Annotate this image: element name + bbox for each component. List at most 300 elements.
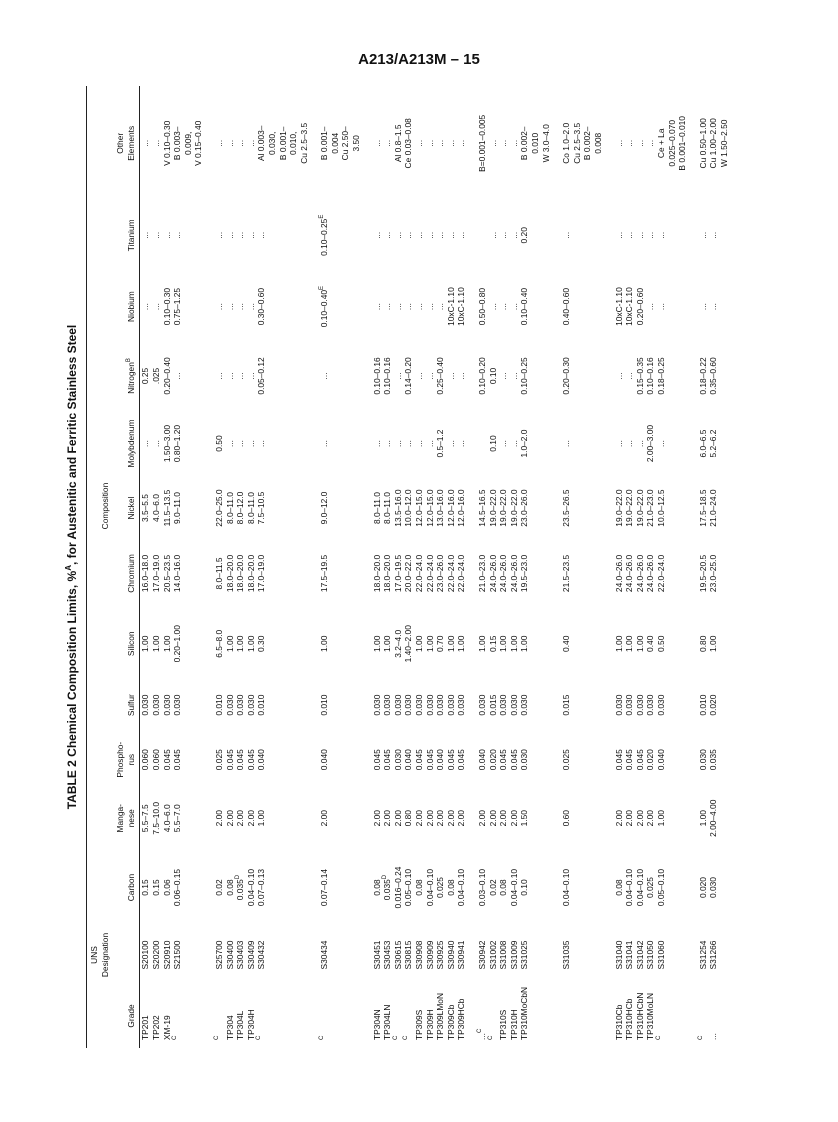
cell-nickel xyxy=(162,478,173,537)
header-uns: UNS Designation xyxy=(87,926,114,984)
cell-carbon xyxy=(477,849,488,926)
cell-sulfur xyxy=(172,678,204,731)
cell-nitrogen-value: ... xyxy=(445,372,456,380)
cell-nickel-value: 9.0–11.0 xyxy=(172,492,183,525)
cell-nitrogen-value: ... xyxy=(319,372,330,380)
cell-carbon xyxy=(246,849,257,926)
cell-chromium xyxy=(624,538,635,609)
cell-silicon-value: 1.00 xyxy=(477,635,487,652)
cell-uns-value: S30925 xyxy=(435,940,446,970)
cell-silicon-value: 1.00 xyxy=(319,635,330,652)
cell-silicon xyxy=(425,609,436,678)
cell-chromium xyxy=(435,538,446,609)
cell-titanium xyxy=(456,201,467,270)
cell-nickel-value: 12.0–16.0 xyxy=(456,489,467,527)
cell-phosphorus-value: 0.060 xyxy=(140,749,151,771)
cell-carbon xyxy=(498,849,509,926)
cell-chromium xyxy=(446,538,457,609)
cell-titanium xyxy=(509,201,520,270)
cell-uns xyxy=(509,926,520,984)
cell-titanium xyxy=(635,201,646,270)
cell-titanium-value: ... xyxy=(445,231,456,239)
cell-manganese xyxy=(414,788,425,849)
table-row xyxy=(256,86,309,1048)
cell-niobium-value: ... xyxy=(235,303,246,311)
cell-carbon xyxy=(162,849,173,926)
cell-sulfur xyxy=(645,678,656,731)
table-row xyxy=(656,86,688,1048)
cell-chromium-value: 17.0–19.0 xyxy=(256,554,267,593)
cell-sulfur-value: 0.030 xyxy=(508,694,519,716)
cell-chromium-value: 22.0–24.0 xyxy=(424,554,435,593)
cell-silicon xyxy=(488,609,499,678)
cell-grade-value: TP310S xyxy=(498,1009,509,1040)
cell-silicon-value: 1.00 xyxy=(161,635,172,652)
cell-nitrogen-value: ... xyxy=(613,372,624,380)
cell-grade-footnote: C xyxy=(477,1028,484,1034)
cell-niobium xyxy=(614,270,625,343)
cell-titanium-value: ... xyxy=(371,231,382,239)
cell-grade-footnote: C xyxy=(172,1035,179,1040)
cell-chromium xyxy=(708,538,729,609)
table-title-main: TABLE 2 Chemical Composition Limits, % xyxy=(65,570,79,810)
table-row xyxy=(151,86,162,1048)
cell-other-elements xyxy=(235,86,246,201)
cell-titanium-value: ... xyxy=(613,231,624,239)
cell-molybdenum xyxy=(435,409,446,479)
cell-molybdenum-value: 0.80–1.20 xyxy=(172,424,183,463)
cell-sulfur-value: 0.010 xyxy=(319,694,330,716)
cell-nitrogen-value: 0.10 xyxy=(487,367,498,385)
cell-nickel xyxy=(151,478,162,537)
table-body xyxy=(140,86,730,1048)
cell-nitrogen xyxy=(246,343,257,409)
cell-other-elements xyxy=(393,86,404,201)
cell-carbon xyxy=(140,849,151,926)
cell-niobium-value: 10xC-1.10 xyxy=(624,287,635,326)
cell-uns xyxy=(172,926,204,984)
cell-sulfur xyxy=(256,678,309,731)
cell-grade-footnote: C xyxy=(256,1035,263,1040)
cell-chromium xyxy=(561,538,603,609)
cell-chromium xyxy=(256,538,309,609)
cell-phosphorus xyxy=(509,732,520,788)
cell-nickel-value: 8.0–11.0 xyxy=(245,492,256,525)
cell-manganese-value: 2.00 xyxy=(382,810,393,827)
cell-chromium xyxy=(425,538,436,609)
cell-titanium-value: ... xyxy=(487,231,498,239)
cell-molybdenum-value: ... xyxy=(256,440,267,448)
header-sulfur: Sulfur xyxy=(113,678,140,731)
cell-uns-value: S31002 xyxy=(487,940,498,970)
cell-phosphorus xyxy=(614,732,625,788)
cell-other-elements-value: V 0.10–0.30 xyxy=(161,120,172,166)
cell-carbon-value: 0.02 xyxy=(487,879,498,896)
cell-manganese xyxy=(403,788,414,849)
cell-grade-value: TP310HCb xyxy=(624,998,635,1040)
cell-other-elements-value: Ce + La 0.025–0.070 B 0.001–0.010 xyxy=(655,116,688,171)
cell-titanium-value: ... xyxy=(150,231,161,239)
cell-nitrogen xyxy=(382,343,393,409)
cell-nickel-value: 12.0–15.0 xyxy=(424,489,435,527)
cell-phosphorus-value: 0.045 xyxy=(245,749,256,771)
cell-uns-value: S20910 xyxy=(161,940,172,970)
cell-silicon xyxy=(698,609,709,678)
cell-sulfur-value: 0.030 xyxy=(140,694,151,716)
cell-manganese xyxy=(498,788,509,849)
cell-chromium xyxy=(246,538,257,609)
cell-silicon xyxy=(561,609,603,678)
cell-nickel-value: 13.0–16.0 xyxy=(435,489,446,527)
cell-silicon xyxy=(162,609,173,678)
cell-uns xyxy=(414,926,425,984)
cell-grade-value: TP310MoLN xyxy=(645,992,656,1040)
cell-sulfur-value: 0.015 xyxy=(487,694,498,716)
cell-molybdenum-value: 0.50 xyxy=(213,435,224,452)
cell-titanium xyxy=(225,201,236,270)
cell-chromium xyxy=(403,538,414,609)
group-spacer xyxy=(204,86,214,1048)
cell-uns-value: S30908 xyxy=(414,940,425,970)
cell-phosphorus-value: 0.045 xyxy=(414,749,425,771)
cell-silicon xyxy=(635,609,646,678)
group-spacer xyxy=(309,86,319,1048)
cell-niobium xyxy=(393,270,404,343)
cell-niobium xyxy=(561,270,603,343)
table-row xyxy=(446,86,457,1048)
cell-carbon-value: 0.04–0.10 xyxy=(456,868,467,907)
cell-other-elements-value: ... xyxy=(435,139,446,147)
cell-silicon xyxy=(172,609,204,678)
cell-grade xyxy=(225,984,236,1048)
cell-niobium xyxy=(656,270,688,343)
cell-phosphorus xyxy=(708,732,729,788)
cell-titanium-value: ... xyxy=(382,231,393,239)
cell-niobium xyxy=(235,270,246,343)
cell-other-elements-value: ... xyxy=(371,139,382,147)
cell-phosphorus xyxy=(435,732,446,788)
cell-molybdenum-value: ... xyxy=(403,440,414,448)
cell-phosphorus xyxy=(656,732,688,788)
cell-nitrogen xyxy=(393,343,404,409)
cell-nitrogen-value: 0.10–0.16 xyxy=(382,357,393,395)
cell-molybdenum-value: 0.10 xyxy=(487,435,498,452)
cell-titanium-value: ... xyxy=(245,231,256,239)
cell-carbon-value: 0.15 xyxy=(140,879,151,896)
header-niobium: Niobium xyxy=(113,270,140,343)
cell-manganese-value: 2.00 xyxy=(424,810,435,827)
cell-titanium-value: ... xyxy=(655,231,666,239)
cell-nickel xyxy=(225,478,236,537)
cell-phosphorus xyxy=(393,732,404,788)
cell-carbon-value: 0.04–0.10 xyxy=(245,868,256,907)
cell-molybdenum xyxy=(393,409,404,479)
cell-titanium xyxy=(319,201,361,270)
cell-carbon xyxy=(414,849,425,926)
cell-chromium-value: 20.5–23.5 xyxy=(161,554,172,593)
cell-sulfur-value: 0.015 xyxy=(561,694,572,716)
cell-carbon xyxy=(425,849,436,926)
table-row xyxy=(509,86,520,1048)
cell-titanium-value: ... xyxy=(561,231,572,239)
cell-nitrogen-value: ... xyxy=(498,372,509,380)
cell-nitrogen xyxy=(488,343,499,409)
cell-nickel-value: 8.0–12.0 xyxy=(235,491,246,525)
cell-carbon xyxy=(225,849,236,926)
composition-table xyxy=(86,86,729,1048)
cell-molybdenum-value: ... xyxy=(424,440,435,448)
rotated-table-area xyxy=(64,86,808,1048)
cell-nickel xyxy=(382,478,393,537)
cell-other-elements-value: ... xyxy=(508,139,519,147)
cell-carbon xyxy=(635,849,646,926)
cell-nitrogen xyxy=(235,343,246,409)
cell-other-elements xyxy=(162,86,173,201)
cell-carbon xyxy=(435,849,446,926)
cell-molybdenum xyxy=(235,409,246,479)
cell-grade xyxy=(614,984,625,1048)
cell-sulfur-value: 0.030 xyxy=(224,694,235,716)
cell-grade xyxy=(435,984,446,1048)
cell-manganese xyxy=(319,788,361,849)
cell-uns-value: S31025 xyxy=(519,940,530,970)
group-spacer-cell xyxy=(604,86,614,1048)
cell-other-elements xyxy=(140,86,151,201)
cell-manganese xyxy=(425,788,436,849)
cell-chromium-value: 23.0–25.0 xyxy=(708,554,719,593)
cell-nickel-value: 21.0–23.0 xyxy=(645,489,656,527)
table-row xyxy=(498,86,509,1048)
cell-chromium xyxy=(151,538,162,609)
cell-carbon xyxy=(382,849,393,926)
cell-nitrogen-value: ... xyxy=(235,372,246,380)
cell-other-elements-value: ... xyxy=(150,139,161,147)
cell-molybdenum-value: 2.00–3.00 xyxy=(645,424,656,463)
cell-titanium-value: ... xyxy=(697,231,708,239)
cell-phosphorus-value: 0.025 xyxy=(561,749,572,771)
cell-titanium-value: ... xyxy=(235,231,246,239)
cell-sulfur xyxy=(561,678,603,731)
cell-nitrogen xyxy=(425,343,436,409)
table-row xyxy=(614,86,625,1048)
cell-molybdenum xyxy=(488,409,499,479)
cell-nitrogen-value: ... xyxy=(624,372,635,380)
cell-chromium-value: 21.0–23.0 xyxy=(477,554,487,593)
cell-sulfur xyxy=(519,678,551,731)
cell-niobium-value: ... xyxy=(424,303,435,311)
cell-niobium xyxy=(140,270,151,343)
cell-silicon-value: 0.15 xyxy=(487,635,498,652)
cell-niobium-value: ... xyxy=(498,303,509,311)
group-spacer xyxy=(688,86,698,1048)
cell-other-elements-value: ... xyxy=(414,139,425,147)
cell-niobium-value: ... xyxy=(435,303,446,311)
cell-nickel xyxy=(477,478,488,537)
cell-nitrogen xyxy=(172,343,204,409)
cell-manganese xyxy=(172,788,204,849)
cell-uns xyxy=(256,926,309,984)
cell-molybdenum xyxy=(414,409,425,479)
cell-niobium-value: ... xyxy=(697,303,708,311)
cell-manganese xyxy=(393,788,404,849)
cell-other-elements-value: Cu 1.00–2.00 W 1.50–2.50 xyxy=(708,118,729,169)
cell-niobium-value: ... xyxy=(403,303,414,311)
cell-nickel xyxy=(372,478,383,537)
cell-uns-value: S31254 xyxy=(697,940,708,970)
cell-grade-footnote: C xyxy=(656,1035,663,1040)
cell-manganese-value: 5.5–7.5 xyxy=(140,804,151,833)
header-composition: Composition xyxy=(87,86,114,926)
cell-carbon-value: 0.04–0.10 xyxy=(508,868,519,907)
cell-niobium xyxy=(246,270,257,343)
cell-titanium xyxy=(372,201,383,270)
cell-niobium xyxy=(403,270,414,343)
cell-phosphorus xyxy=(645,732,656,788)
cell-uns-value: S31041 xyxy=(624,940,635,970)
cell-niobium-value: ... xyxy=(708,303,719,311)
cell-other-elements xyxy=(498,86,509,201)
cell-molybdenum-value: 1.50–3.00 xyxy=(161,424,172,463)
cell-silicon-value: 1.00 xyxy=(498,635,509,652)
cell-chromium-value: 24.0–26.0 xyxy=(613,554,624,593)
cell-manganese xyxy=(162,788,173,849)
cell-nitrogen xyxy=(225,343,236,409)
cell-manganese-value: 1.00 xyxy=(655,810,666,827)
cell-nitrogen-value: 0.20–0.30 xyxy=(561,357,572,395)
cell-chromium-value: 22.0–24.0 xyxy=(445,554,456,593)
cell-carbon-value: 0.08 xyxy=(371,879,382,896)
cell-carbon-value: 0.10 xyxy=(519,879,530,896)
cell-molybdenum-value: ... xyxy=(634,440,645,448)
cell-grade xyxy=(698,984,709,1048)
cell-titanium-value: ... xyxy=(172,231,183,239)
cell-molybdenum-value: ... xyxy=(319,440,330,448)
cell-sulfur xyxy=(435,678,446,731)
cell-chromium-value: 24.0–26.0 xyxy=(487,554,498,593)
cell-titanium xyxy=(645,201,656,270)
cell-niobium xyxy=(635,270,646,343)
cell-other-elements-value: ... xyxy=(498,139,509,147)
cell-phosphorus xyxy=(372,732,383,788)
cell-phosphorus xyxy=(151,732,162,788)
cell-sulfur-value: 0.030 xyxy=(645,694,656,716)
cell-molybdenum-value: ... xyxy=(140,440,151,448)
cell-chromium xyxy=(162,538,173,609)
cell-phosphorus xyxy=(403,732,414,788)
cell-other-elements-value: B=0.001–0.005 xyxy=(477,114,487,172)
cell-nickel-value: 19.0–22.0 xyxy=(508,489,519,527)
table-row xyxy=(172,86,204,1048)
cell-nitrogen-value: 0.20–0.40 xyxy=(161,357,172,395)
cell-nickel-value: 11.5–13.5 xyxy=(161,489,172,527)
cell-manganese-value: 2.00–4.00 xyxy=(708,799,719,837)
cell-grade-value: TP202 xyxy=(150,1015,161,1040)
cell-titanium xyxy=(477,201,488,270)
cell-other-elements-value: ... xyxy=(487,139,498,147)
cell-molybdenum xyxy=(403,409,414,479)
cell-nickel xyxy=(645,478,656,537)
cell-silicon-value: 1.00 xyxy=(624,635,635,652)
cell-titanium xyxy=(446,201,457,270)
cell-uns xyxy=(488,926,499,984)
cell-manganese-value: 0.80 xyxy=(403,810,414,827)
table-row xyxy=(414,86,425,1048)
cell-grade-value: TP304N xyxy=(371,1009,382,1040)
cell-grade-value: TP310HCbN xyxy=(634,992,645,1040)
cell-titanium xyxy=(235,201,246,270)
table-row xyxy=(477,86,488,1048)
group-spacer-cell xyxy=(688,86,698,1048)
cell-carbon xyxy=(708,849,729,926)
cell-uns xyxy=(214,926,225,984)
cell-silicon xyxy=(509,609,520,678)
cell-molybdenum xyxy=(624,409,635,479)
cell-nitrogen xyxy=(319,343,361,409)
cell-chromium xyxy=(645,538,656,609)
cell-manganese-value: 2.00 xyxy=(456,810,467,827)
cell-titanium xyxy=(561,201,603,270)
cell-manganese xyxy=(246,788,257,849)
cell-carbon-value: 0.05–0.10 xyxy=(403,868,414,907)
cell-nitrogen xyxy=(456,343,467,409)
table-row xyxy=(372,86,383,1048)
cell-nitrogen-value: 0.15–0.35 xyxy=(634,357,645,395)
cell-manganese xyxy=(372,788,383,849)
cell-carbon-value: 0.04–0.10 xyxy=(624,868,635,907)
cell-phosphorus-value: 0.045 xyxy=(634,749,645,771)
cell-silicon xyxy=(151,609,162,678)
cell-nitrogen xyxy=(519,343,551,409)
cell-silicon xyxy=(456,609,467,678)
cell-uns-value: S30941 xyxy=(456,940,467,970)
cell-silicon xyxy=(372,609,383,678)
cell-grade-value: XM-19 xyxy=(161,1015,172,1040)
cell-grade xyxy=(403,984,414,1048)
cell-grade xyxy=(425,984,436,1048)
cell-phosphorus xyxy=(624,732,635,788)
cell-carbon-value: 0.08 xyxy=(414,879,425,896)
header-titanium: Titanium xyxy=(113,201,140,270)
cell-niobium-value: 0.10–0.40 xyxy=(319,289,330,328)
cell-niobium xyxy=(509,270,520,343)
table-row xyxy=(435,86,446,1048)
cell-silicon-value: 1.00 xyxy=(150,635,161,652)
table-title-suffix: , for Austenitic and Ferritic Stainless Steel xyxy=(65,324,79,566)
group-spacer xyxy=(604,86,614,1048)
cell-grade-footnote: C xyxy=(403,1035,410,1040)
cell-other-elements xyxy=(435,86,446,201)
cell-grade xyxy=(246,984,257,1048)
cell-niobium xyxy=(624,270,635,343)
cell-niobium-value: 10xC-1.10 xyxy=(456,287,467,326)
cell-titanium-value: 0.10–0.25 xyxy=(319,218,330,256)
cell-silicon-value: 0.40 xyxy=(645,635,656,652)
cell-uns-value: S31035 xyxy=(561,940,572,970)
cell-niobium-value: ... xyxy=(392,303,403,311)
cell-grade-footnote: C xyxy=(393,1035,400,1040)
cell-molybdenum xyxy=(456,409,467,479)
cell-uns xyxy=(656,926,688,984)
cell-nitrogen-value: 0.10–0.25 xyxy=(519,357,530,395)
cell-chromium xyxy=(488,538,499,609)
cell-grade xyxy=(656,984,688,1048)
cell-chromium-value: 18.0–20.0 xyxy=(235,554,246,593)
cell-other-elements xyxy=(614,86,625,201)
cell-niobium xyxy=(708,270,729,343)
cell-molybdenum-value: ... xyxy=(382,440,393,448)
cell-carbon xyxy=(519,849,551,926)
cell-carbon xyxy=(151,849,162,926)
